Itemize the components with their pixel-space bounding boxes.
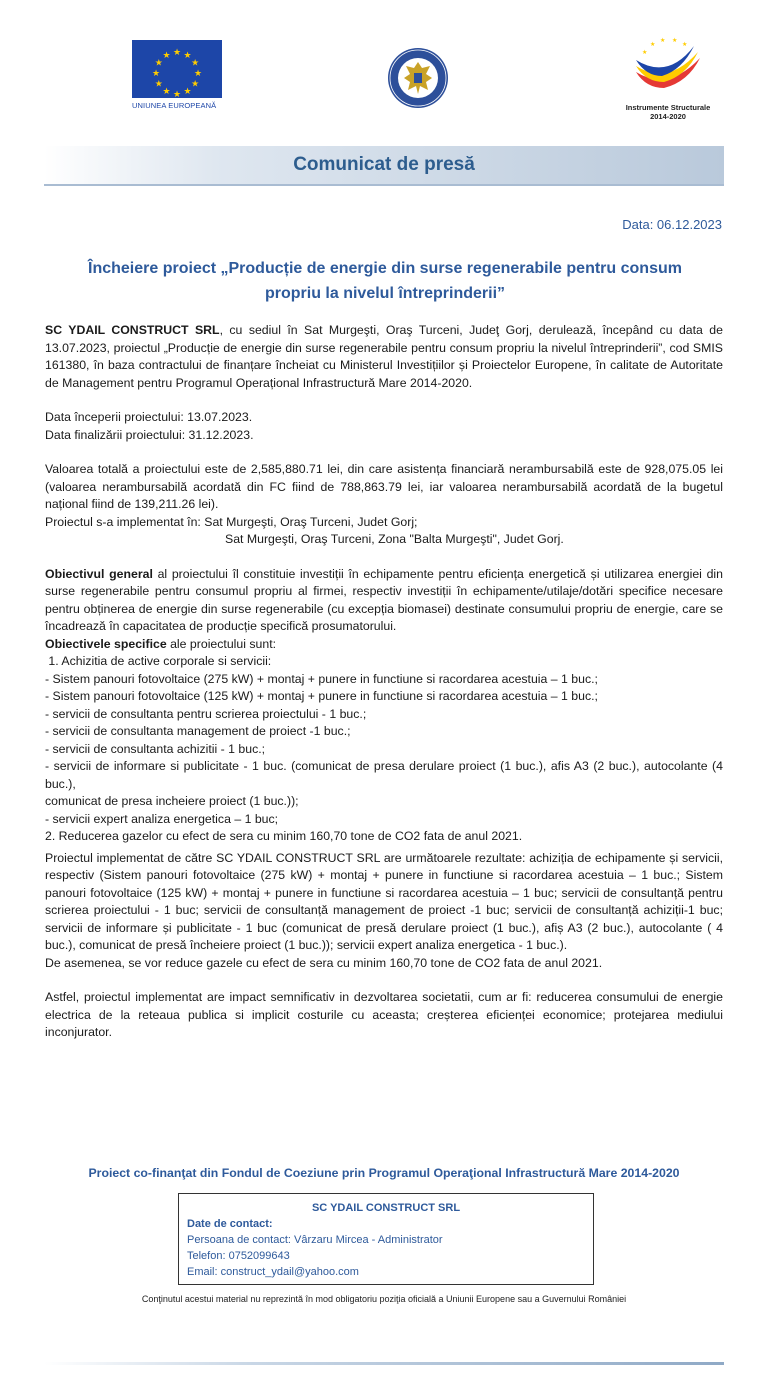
general-objective-label: Obiectivul general	[45, 566, 153, 581]
list-item: - servicii de informare si publicitate - 1 buc. (comunicat de presa derulare proiect (1 buc.), afis A3 (2 buc.), autocolante (4 buc.),	[45, 759, 723, 791]
specific-objectives-label: Obiectivele specifice	[45, 636, 167, 651]
svg-text:★: ★	[650, 41, 656, 48]
general-objective	[45, 566, 723, 636]
impact-paragraph: Astfel, proiectul implementat are impact semnificativ in dezvoltarea societatii, cum ar fi: reducerea consumului de energie electrica de la reteaua publica si implicit costurile cu aceasta; creșterea eficienței economice; protejarea mediului inconjurator.	[45, 990, 723, 1039]
svg-text:★: ★	[162, 87, 171, 98]
location-line-2: Sat Murgeşti, Oraş Turceni, Zona "Balta Murgeşti", Judet Gorj.	[225, 532, 564, 546]
title-line-1: Încheiere proiect „Producție de energie din surse regenerabile pentru consum	[88, 260, 682, 277]
list-item: 1. Achizitia de active corporale si servicii:	[45, 654, 272, 668]
specific-objectives-text: ale proiectului sunt:	[166, 636, 277, 651]
value-paragraph: Valoarea totală a proiectului este de 2,585,880.71 lei, din care asistența financiară nerambursabilă este de 928,075.05 lei (valoarea nerambursabilă acordată din FC fiind de 788,863.79 lei, iar valoarea nerambursabilă acordată de la bugetul național fiind de 139,211.26 lei).	[45, 462, 723, 511]
contact-box	[178, 1193, 594, 1285]
instrumente-structurale-logo	[622, 36, 714, 121]
contact-label: Date de contact:	[187, 1218, 273, 1230]
svg-text:★: ★	[183, 87, 192, 98]
results-paragraph: Proiectul implementat de către SC YDAIL CONSTRUCT SRL are următoarele rezultate: achiziția de echipamente și servicii, respectiv (Sistem panouri fotovoltaice (275 kW) + montaj + punere in functiune si racordarea acestuia – 1 buc.; Sistem panouri fotovoltaice (125 kW) + montaj + punere in functiune si racordarea acestuia – 1 buc; servicii de consultanță pentru scrierea proiectului - 1 buc; servicii de consultanță management de proiect -1 buc; servicii de consultanță achiziții-1 buc; servicii de informare și publicitate - 1 buc (comunicat de presă derulare proiect (1 buc.), afiș A3 (2 buc.), autocolante ( 4 buc.), comunicat de presă încheiere proiect (1 buc.)); servicii expert analiza energetica - 1 buc.).	[45, 850, 723, 952]
end-date: Data finalizării proiectului: 31.12.2023.	[45, 427, 254, 442]
list-item: - servicii de consultanta management de proiect -1 buc.;	[45, 724, 351, 738]
cofinance-statement: Proiect co-finanţat din Fondul de Coeziune prin Programul Operaţional Infrastructură Mare 2014-2020	[88, 1166, 680, 1180]
svg-text:★: ★	[191, 79, 200, 90]
eu-caption: UNIUNEA EUROPEANĂ	[132, 101, 217, 110]
document-body	[45, 322, 723, 1042]
list-item: 2. Reducerea gazelor cu efect de sera cu minim 160,70 tone de CO2 fata de anul 2021.	[45, 829, 523, 843]
list-item: - servicii de consultanta achizitii - 1 buc.;	[45, 741, 266, 756]
eu-logo	[132, 40, 224, 110]
list-item: - Sistem panouri fotovoltaice (275 kW) + montaj + punere in functiune si racordarea acestuia – 1 buc.;	[45, 671, 598, 686]
list-item: - servicii de consultanta pentru scrierea proiectului - 1 buc.;	[45, 706, 367, 721]
svg-text:★: ★	[191, 58, 200, 69]
svg-text:★: ★	[154, 79, 163, 90]
logo-bar	[0, 0, 768, 140]
svg-text:★: ★	[162, 50, 171, 61]
location-line-1: Proiectul s-a implementat în: Sat Murgeşti, Oraş Turceni, Judet Gorj;	[45, 514, 418, 529]
svg-text:★: ★	[672, 37, 678, 44]
page-title	[50, 256, 720, 306]
title-line-2: propriu la nivelul întreprinderii”	[264, 285, 506, 302]
contact-company: SC YDAIL CONSTRUCT SRL	[311, 1202, 461, 1214]
bottom-divider	[44, 1362, 724, 1365]
start-date: Data începerii proiectului: 13.07.2023.	[45, 410, 253, 424]
svg-text:★: ★	[682, 41, 688, 48]
list-item: comunicat de presa incheiere proiect (1 buc.));	[45, 794, 299, 808]
svg-text:★: ★	[154, 58, 163, 69]
svg-text:★: ★	[660, 37, 666, 44]
romanian-government-seal	[386, 46, 450, 110]
structural-instruments-icon	[628, 36, 708, 98]
intro-paragraph	[45, 322, 723, 392]
svg-text:★: ★	[183, 50, 192, 61]
contact-phone: Telefon: 0752099643	[187, 1250, 290, 1262]
specific-objectives-heading	[45, 636, 723, 654]
is-caption-line2: 2014-2020	[650, 112, 686, 121]
reduction-paragraph: De asemenea, se vor reduce gazele cu efect de sera cu minim 160,70 tone de CO2 fata de anul 2021.	[45, 955, 603, 970]
svg-text:★: ★	[172, 90, 182, 98]
list-item: - Sistem panouri fotovoltaice (125 kW) + montaj + punere in functiune si racordarea acestuia – 1 buc.;	[45, 689, 598, 703]
is-caption-line1: Instrumente Structurale	[625, 103, 711, 112]
svg-text:★: ★	[642, 49, 648, 56]
contact-person: Persoana de contact: Vârzaru Mircea - Administrator	[187, 1234, 443, 1246]
contact-email: Email: construct_ydail@yahoo.com	[187, 1266, 359, 1278]
press-release-banner	[44, 146, 724, 186]
svg-text:★: ★	[172, 48, 182, 58]
intro-text: , cu sediul în Sat Murgeşti, Oraş Turceni, Judeţ Gorj, derulează, începând cu data de 13.07.2023, proiectul „Producție de energie din surse regenerabile pentru consum propriu la nivelul întreprinderii”, cod SMIS 161380, în baza contractului de finanțare încheiat cu Ministerul Investițiilor și Proiectelor Europene, în calitate de Autoritate de Management pentru Programul Operațional Infrastructură Mare 2014-2020.	[45, 323, 723, 390]
list-item: - servicii expert analiza energetica – 1 buc;	[45, 811, 279, 826]
banner-title: Comunicat de presă	[293, 154, 475, 175]
eu-flag-icon	[132, 40, 222, 98]
svg-text:★: ★	[151, 69, 161, 79]
company-name: SC YDAIL CONSTRUCT SRL	[45, 323, 220, 337]
disclaimer: Conţinutul acestui material nu reprezintă în mod obligatoriu poziţia oficială a Uniunii Europene sau a Guvernului României	[141, 1294, 627, 1304]
release-date: Data: 06.12.2023	[622, 217, 722, 232]
svg-text:★: ★	[193, 69, 203, 79]
general-objective-text: al proiectului îl constituie investiții în echipamente pentru eficiența energetică și utilizarea energiei din surse regenerabile pentru consumul propriu al firmei, respectiv investiții în echipamente/utilaje/dotări specifice necesare pentru obținerea de energie din surse regenerabile (cu excepția biomasei) destinate consumului propriu de energie, care se încadrează în capacitatea de producție specifică prosumatorului.	[45, 566, 724, 633]
